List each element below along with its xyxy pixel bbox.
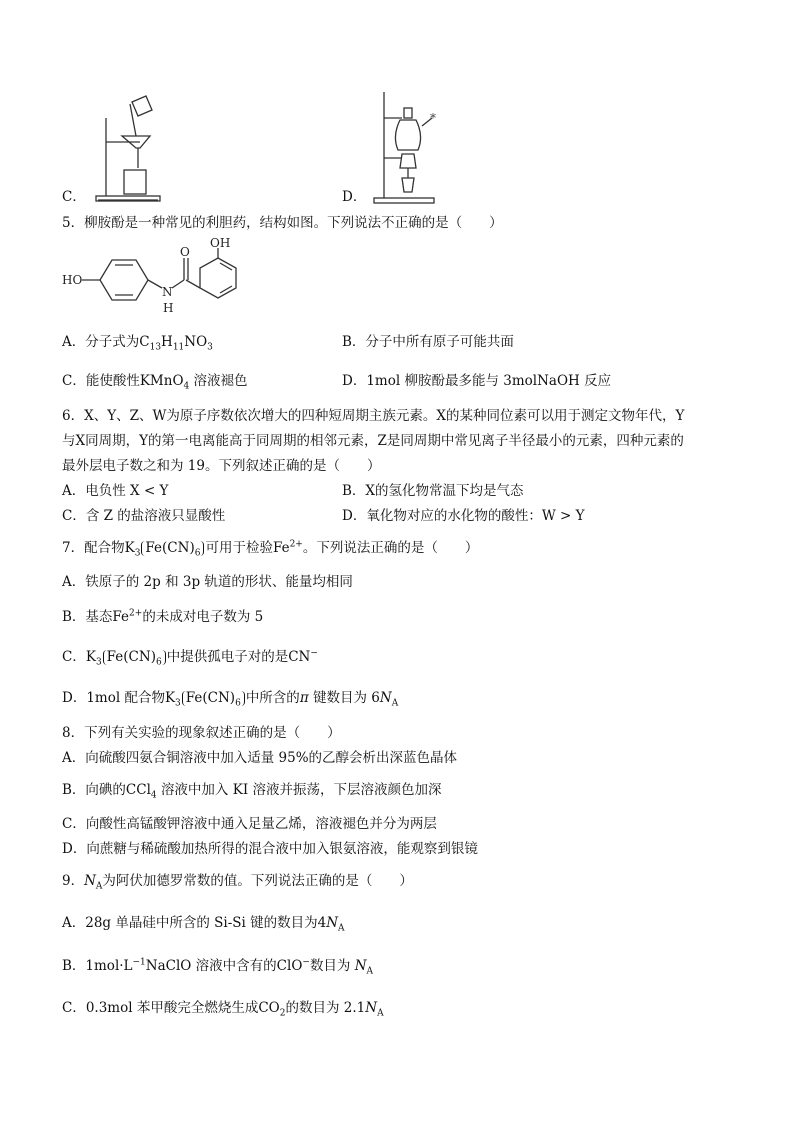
q7-option-d: D．1mol 配合物$K_3$ $Fe(CN)_6$ 中所含的π 键数目为 $6N_A$ [62, 690, 399, 709]
svg-text:O: O [180, 245, 190, 259]
struct-ho-label: HO [62, 273, 83, 287]
q5-option-b: B．分子中所有原子可能共面 [342, 334, 514, 350]
q6-stem-line3: 最外层电子数之和为 19。下列叙述正确的是（ ） [62, 458, 381, 474]
q6-option-b: B．X的氢化物常温下均是气态 [342, 483, 524, 499]
struct-oh-top-label: OH [210, 236, 231, 250]
q9-option-b: B．$1mol\cdot L^{-1}NaClO$ 溶液中含有的ClO−数目为 $N_A$ [62, 957, 374, 977]
q5-option-d: D．1mol 柳胺酚最多能与 3molNaOH 反应 [342, 373, 612, 389]
molecular-formula: $C_{13}H_{11}NO_3$ [139, 334, 213, 353]
q8-option-d: D．向蔗糖与稀硫酸加热所得的混合液中加入银氨溶液，能观察到银镜 [62, 841, 478, 857]
distillation-apparatus-figure [366, 88, 456, 206]
q7-option-a: A．铁原子的 2p 和 3p 轨道的形状、能量均相同 [62, 574, 353, 590]
q6-option-d: D．氧化物对应的水化物的酸性：W > Y [342, 508, 585, 524]
option-d-apparatus-label: D． [342, 189, 367, 205]
struct-h-label: H [163, 301, 174, 315]
q6-stem-line2: 与X同周期，Y的第一电离能高于同周期的相邻元素，Z是同周期中常见离子半径最小的元素，四种元素的 [62, 433, 684, 449]
q6-stem-line1: 6．X、Y、Z、W为原子序数依次增大的四种短周期主族元素。X的某种同位素可以用于测定文物年代，Y [62, 408, 685, 424]
q9-option-c: C．0.3mol 苯甲酸完全燃烧生成$CO_2$的数目为 $2.1N_A$ [62, 1000, 384, 1019]
q6-option-c: C．含 Z 的盐溶液只显酸性 [62, 508, 226, 524]
svg-text:*: * [430, 111, 436, 125]
q7-option-b: B．基态$Fe^{2+}$的未成对电子数为 5 [62, 608, 264, 625]
q5-option-c: C．能使酸性KMnO$_4$ 溶液褪色 [62, 373, 248, 392]
q8-option-c: C．向酸性高锰酸钾溶液中通入足量乙烯，溶液褪色并分为两层 [62, 816, 437, 832]
filtration-apparatus-figure [88, 92, 178, 204]
q9-stem: 9．$N_A$为阿伏加德罗常数的值。下列说法正确的是（ ） [62, 873, 413, 892]
salicylanilide-structure-figure [60, 236, 260, 320]
q8-stem: 8．下列有关实验的现象叙述正确的是（ ） [62, 725, 341, 741]
q6-option-a: A．电负性 X < Y [62, 483, 169, 499]
q7-stem: 7．配合物$K_3$ $Fe(CN)_6$ 可用于检验$Fe^{2+}$。下列说法正确的是（ ） [62, 539, 479, 559]
option-c-apparatus-label: C． [62, 189, 86, 205]
q5-option-a: A．分子式为$C_{13}H_{11}NO_3$ [62, 334, 213, 353]
q7-option-c: C．$K_3$ $Fe(CN)_6$ 中提供孤电子对的是CN− [62, 648, 318, 668]
q8-option-a: A．向硫酸四氨合铜溶液中加入适量 95%的乙醇会析出深蓝色晶体 [62, 750, 458, 766]
q5-stem: 5．柳胺酚是一种常见的利胆药，结构如图。下列说法不正确的是（ ） [62, 215, 503, 231]
struct-n-label: N [162, 285, 173, 299]
q9-option-a: A．28g 单晶硅中所含的 Si-Si 键的数目为$4N_A$ [62, 915, 345, 934]
q8-option-b: B．向碘的CCl$_4$ 溶液中加入 KI 溶液并振荡，下层溶液颜色加深 [62, 782, 442, 801]
